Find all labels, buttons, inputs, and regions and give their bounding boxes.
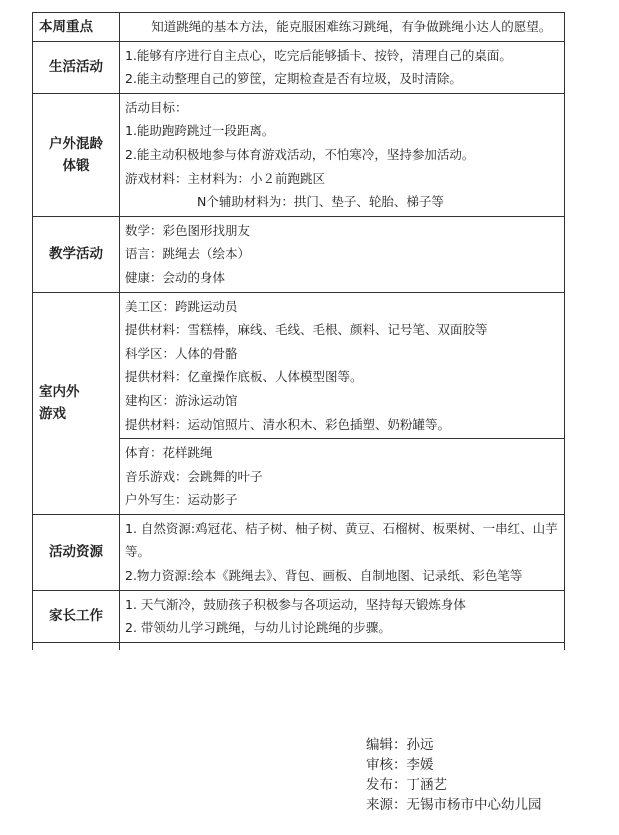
trailing-cell-label — [33, 642, 120, 650]
outdoor-aux-materials: N个辅助材料为：拱门、垫子、轮胎、梯子等 — [197, 194, 444, 210]
indoor-outdoor-games-label — [33, 292, 120, 514]
row-weekly-focus — [33, 13, 565, 42]
indoor-area-line: 提供材料：运动馆照片、清水积木、彩色插塑、奶粉罐等。 — [125, 416, 451, 432]
parent-work-item: 2. 带领幼儿学习跳绳，与幼儿讨论跳绳的步骤。 — [125, 620, 391, 636]
parent-work-label: 家长工作 — [33, 590, 120, 642]
row-life-activities — [33, 41, 565, 93]
outdoor-exercise-label — [33, 93, 120, 216]
weekly-focus-text: 知道跳绳的基本方法，能克服困难练习跳绳，有争做跳绳小达人的愿望。 — [151, 19, 552, 34]
life-activity-item: 1.能够有序进行自主点心，吃完后能够插卡、按铃，清理自己的桌面。 — [125, 47, 512, 63]
row-activity-resources — [33, 514, 565, 590]
editor-credit: 编辑：孙远 — [366, 737, 434, 753]
indoor-area-line: 建构区：游泳运动馆 — [125, 392, 238, 408]
weekly-focus-cell — [120, 13, 565, 42]
indoor-areas-cell — [120, 292, 565, 439]
parent-work-cell — [120, 590, 565, 642]
reviewer-credit: 审核：李媛 — [366, 757, 434, 773]
activity-resources-cell — [120, 514, 565, 590]
row-outdoor-exercise — [33, 93, 565, 216]
teaching-item: 数学：彩色图形找朋友 — [125, 222, 251, 238]
parent-work-item: 1. 天气渐冷，鼓励孩子积极参与各项运动，坚持每天锻炼身体 — [125, 596, 466, 612]
teaching-item: 语言：跳绳去（绘本） — [125, 246, 251, 262]
indoor-area-line: 美工区：跨跳运动员 — [125, 298, 238, 314]
trailing-cell-body — [120, 642, 565, 650]
outdoor-game-line: 户外写生：运动影子 — [125, 492, 238, 508]
weekly-plan-table — [32, 12, 565, 650]
material-resources-text: 2.物力资源:绘本《跳绳去》、背包、画板、自制地图、记录纸、彩色笔等 — [125, 568, 523, 584]
indoor-area-line: 科学区：人体的骨骼 — [125, 345, 238, 361]
row-trailing-edge — [33, 642, 565, 650]
outdoor-games-cell — [120, 439, 565, 515]
source-credit: 来源：无锡市杨市中心幼儿园 — [366, 797, 542, 813]
games-label-line: 室内外 — [39, 384, 80, 401]
row-teaching-activities — [33, 216, 565, 292]
teaching-activities-cell — [120, 216, 565, 292]
natural-resources-text: 1. 自然资源:鸡冠花、桔子树、柚子树、黄豆、石榴树、板栗树、一串红、山芋等。 — [125, 520, 558, 560]
life-activities-cell — [120, 41, 565, 93]
row-indoor-outdoor-games — [33, 292, 565, 439]
row-parent-work — [33, 590, 565, 642]
teaching-activities-label: 教学活动 — [33, 216, 120, 292]
credits-block — [366, 735, 542, 815]
indoor-area-line: 提供材料：亿童操作底板、人体模型图等。 — [125, 369, 363, 385]
indoor-area-line: 提供材料：雪糕棒，麻线、毛线、毛根、颜料、记号笔、双面胶等 — [125, 322, 488, 338]
games-label-line: 游戏 — [39, 406, 66, 423]
outdoor-game-line: 音乐游戏：会跳舞的叶子 — [125, 468, 263, 484]
publisher-credit: 发布：丁涵艺 — [366, 777, 447, 793]
outdoor-line: 1.能助跑跨跳过一段距离。 — [125, 123, 275, 139]
outdoor-line: 活动目标： — [125, 99, 188, 115]
outdoor-exercise-cell — [120, 93, 565, 216]
outdoor-label-line: 体锻 — [62, 157, 90, 174]
outdoor-line: 游戏材料：主材料为：小２前跑跳区 — [125, 170, 326, 186]
outdoor-line: 2.能主动积极地参与体育游戏活动，不怕寒冷，坚持参加活动。 — [125, 146, 475, 162]
teaching-item: 健康：会动的身体 — [125, 269, 226, 285]
outdoor-label-line: 户外混龄 — [49, 135, 103, 152]
activity-resources-label: 活动资源 — [33, 514, 120, 590]
life-activity-item: 2.能主动整理自己的箩筐，定期检查是否有垃圾，及时清除。 — [125, 71, 462, 87]
outdoor-game-line: 体育：花样跳绳 — [125, 445, 213, 461]
life-activities-label: 生活活动 — [33, 41, 120, 93]
weekly-focus-label: 本周重点 — [33, 13, 120, 42]
